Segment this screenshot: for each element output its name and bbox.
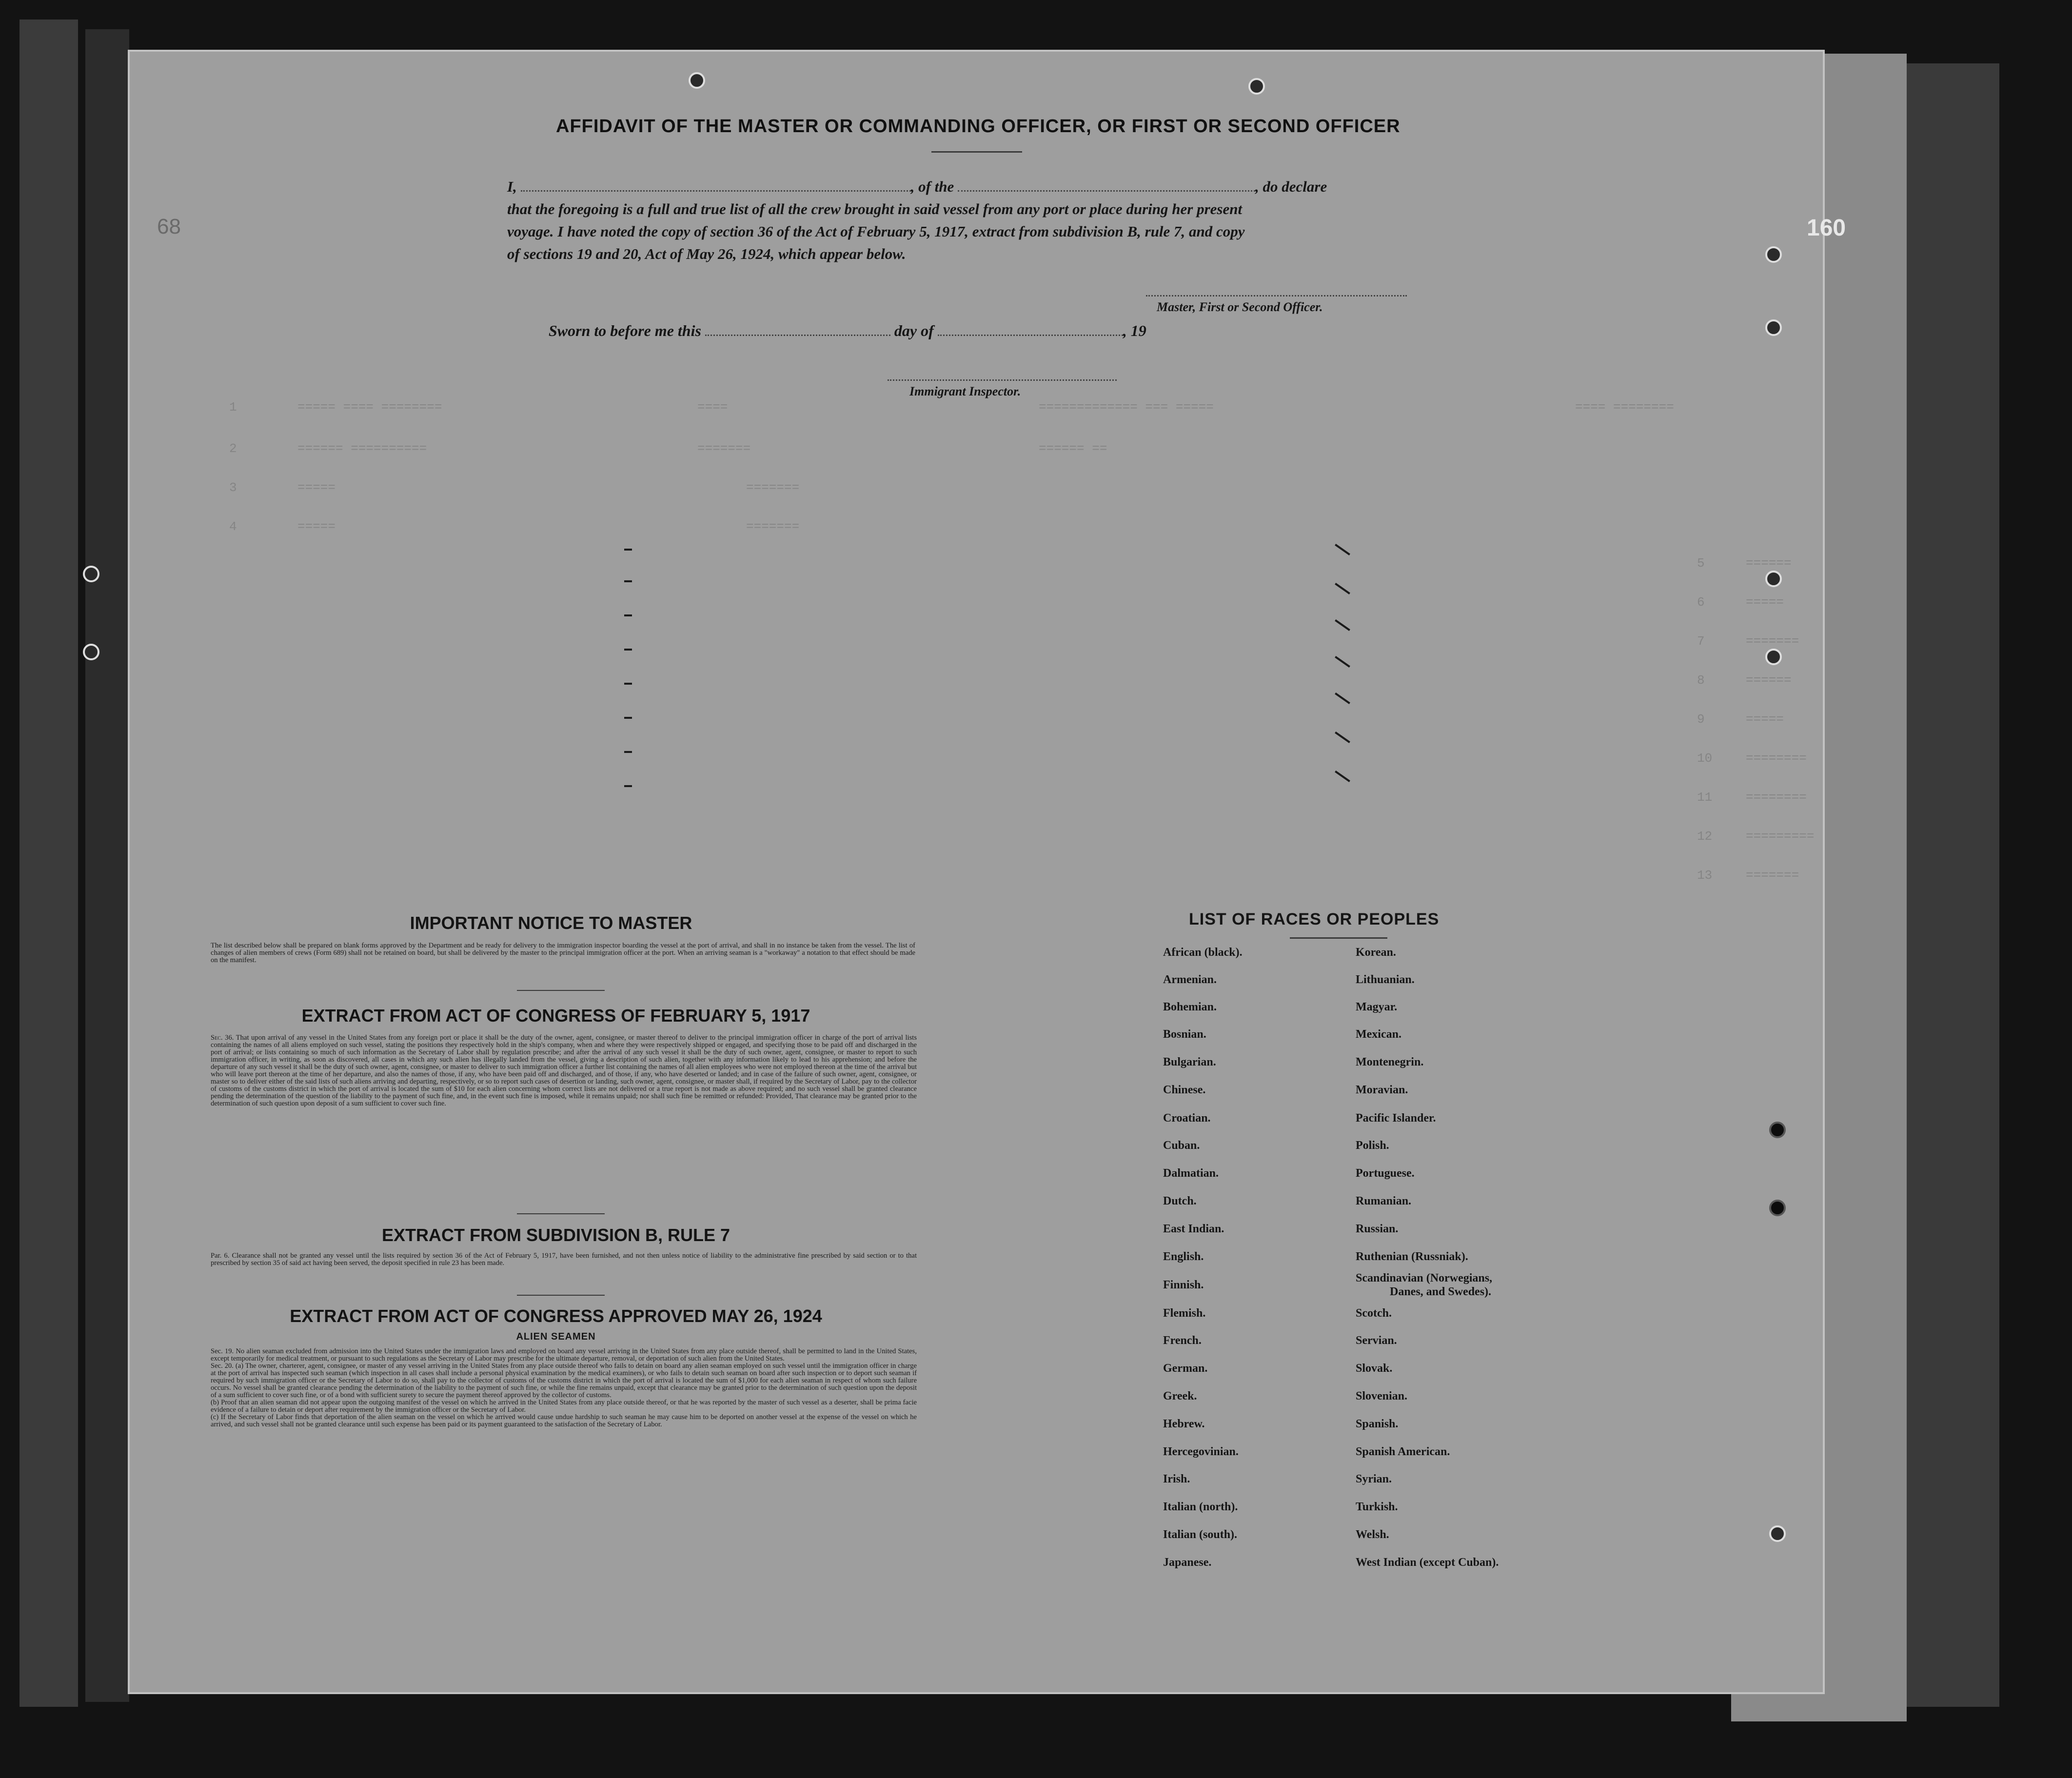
page-number-stamp-faded: 68 [157, 215, 181, 238]
extract-rule7-body: Par. 6. Clearance shall not be granted any vessel until the lists required by section 36 of the Act of February 5, 1917, have been furnished, and not then unless notice of liability to the administrative fine prescribed by said section or to that prescribed by section 35 of said act having been served, the deposit specified in rule 23 has been made. [211, 1252, 917, 1267]
affidavit-line-4: of sections 19 and 20, Act of May 26, 1924, which appear below. [507, 245, 906, 262]
race-item: Greek. [1163, 1390, 1197, 1403]
notice-title: IMPORTANT NOTICE TO MASTER [410, 913, 692, 933]
punch-hole [83, 644, 99, 660]
sworn-month-field[interactable] [938, 335, 1123, 336]
punch-hole [1769, 1122, 1786, 1138]
affidavit-i: I, [507, 178, 517, 195]
race-item: Chinese. [1163, 1084, 1206, 1096]
race-item: African (black). [1163, 946, 1243, 959]
race-item: Bosnian. [1163, 1028, 1206, 1041]
punch-hole [1769, 1525, 1786, 1542]
race-item: Flemish. [1163, 1307, 1206, 1320]
faded-crew-row: 13 ======= [1697, 868, 1799, 883]
background-page-edge [1902, 63, 1999, 1707]
faded-crew-row: 9 ===== [1697, 712, 1784, 727]
race-item: Russian. [1356, 1223, 1399, 1235]
race-item: Irish. [1163, 1473, 1190, 1485]
notice-body: The list described below shall be prepared on blank forms approved by the Department and be ready for delivery to the immigration inspector boarding the vessel at the port of arrival, and shall in no instance be taken from the vessel. The list of changes of alien members of crews (Form 689) shall not be retained on board, but shall be delivered by the master to the principal immigration officer at the port. When an arriving seaman is a "workaway" a notation to that effect should be made on the manifest. [211, 942, 915, 964]
race-item: Mexican. [1356, 1028, 1401, 1041]
divider [517, 1213, 605, 1214]
race-item: East Indian. [1163, 1223, 1224, 1235]
faded-crew-row: 1 ===== ==== ======== ==== ============= === ===== ==== ======== [229, 400, 1674, 415]
faded-crew-row: 5 ====== [1697, 556, 1792, 571]
race-item: Portuguese. [1356, 1167, 1415, 1180]
faded-crew-row: 4 ===== ======= [229, 519, 800, 534]
divider [1290, 937, 1387, 939]
background-page-edge [85, 29, 129, 1702]
race-item: Armenian. [1163, 973, 1217, 986]
race-item: West Indian (except Cuban). [1356, 1556, 1499, 1569]
inspector-signature-line[interactable] [888, 379, 1117, 381]
affidavit-declare: , do declare [1255, 178, 1327, 195]
punch-hole [1765, 246, 1782, 263]
race-item: Italian (south). [1163, 1528, 1238, 1541]
affidavit-line-1 [507, 176, 1443, 198]
race-item: Japanese. [1163, 1556, 1212, 1569]
race-item: Scandinavian (Norwegians, [1356, 1272, 1493, 1284]
race-item: Korean. [1356, 946, 1396, 959]
race-item: Welsh. [1356, 1528, 1389, 1541]
race-item: Magyar. [1356, 1001, 1398, 1013]
affidavit-line-2: that the foregoing is a full and true list of all the crew brought in said vessel from any port or place during her present [507, 200, 1243, 217]
background-page-edge [20, 20, 78, 1707]
race-item: Dutch. [1163, 1195, 1197, 1207]
race-item: Croatian. [1163, 1112, 1211, 1125]
race-item: Moravian. [1356, 1084, 1408, 1096]
race-item: Rumanian. [1356, 1195, 1412, 1207]
affidavit-body [507, 176, 1443, 265]
extract-1924-body [211, 1348, 917, 1428]
faded-crew-row: 11 ======== [1697, 790, 1807, 805]
faded-crew-row: 12 ========= [1697, 829, 1815, 844]
handwritten-dash [624, 549, 632, 551]
extract-rule7-title: EXTRACT FROM SUBDIVISION B, RULE 7 [381, 1225, 730, 1245]
extract-1917-body [211, 1034, 917, 1107]
extract-1917-sec-label: Sec. 36. [211, 1034, 234, 1042]
race-item: Montenegrin. [1356, 1056, 1424, 1068]
faded-crew-row: 7 ======= [1697, 634, 1799, 649]
race-item: Dalmatian. [1163, 1167, 1219, 1180]
year-prefix: , 19 [1123, 322, 1146, 339]
faded-crew-row: 2 ====== ========== ======= ====== == [229, 441, 1107, 456]
race-item: Slovenian. [1356, 1390, 1408, 1403]
punch-hole [689, 72, 705, 89]
race-item: German. [1163, 1362, 1208, 1375]
sworn-label: Sworn to before me this [549, 322, 701, 339]
punch-hole [1765, 319, 1782, 336]
master-signature-label: Master, First or Second Officer. [1157, 300, 1323, 314]
handwritten-dash [624, 785, 632, 787]
handwritten-dash [624, 717, 632, 719]
extract-1917-title: EXTRACT FROM ACT OF CONGRESS OF FEBRUARY 5, 1917 [301, 1006, 810, 1026]
punch-hole [83, 566, 99, 582]
divider [517, 990, 605, 991]
divider [517, 1295, 605, 1296]
race-item: Bohemian. [1163, 1001, 1217, 1013]
race-item: Finnish. [1163, 1279, 1204, 1291]
handwritten-dash [624, 580, 632, 582]
extract-1924-sec20c: (c) If the Secretary of Labor finds that deportation of the alien seaman on the vessel on which he arrived would cause undue hardship to such seaman he may cause him to be deported on another vessel at the expense of the vessel on which he arrived, and such vessel shall not be granted clearance until such expense has been paid or its payment guaranteed to the satisfaction of the Secretary of Labor. [211, 1413, 917, 1428]
race-item: Pacific Islander. [1356, 1112, 1436, 1125]
extract-1924-sec20b: (b) Proof that an alien seaman did not appear upon the outgoing manifest of the vessel on which he arrived in the United States from any place outside thereof, or that he was reported by the master of such vessel as a deserter, shall be prima facie evidence of a failure to detain or deport after requirement by the immigration officer or the Secretary of Labor. [211, 1399, 917, 1414]
race-item: Syrian. [1356, 1473, 1392, 1485]
extract-1917-text: That upon arrival of any vessel in the United States from any foreign port or place it shall be the duty of the owner, agent, consignee, or master thereof to deliver to the principal immigration officer in charge of the port of arrival lists containing the names of all aliens employed on such vessel, stating the positions they respectively hold in the ship's company, when and where they were respectively shipped or engaged, and specifying those to be paid off and discharged in the port of arrival; or lists containing so much of such information as the Secretary of Labor shall by regulation prescribe; and after the arrival of any such vessel it shall be the duty of such owner, agent, consignee, or master to report to such immigration officer, in writing, as soon as discovered, all cases in which any such alien has illegally landed from the vessel, giving a description of such alien, together with any information likely to lead to his apprehension; and before the departure of any such vessel it shall be the duty of such owner, agent, consignee, or master to deliver to such immigration officer a further list containing the names of all alien employees who were not employed thereon at the time of the arrival but who will leave port thereon at the time of her departure, and also the names of those, if any, who have been paid off and discharged, and of those, if any, who have deserted or landed; and in case of the failure of such owner, agent, consignee, or master so to deliver either of the said lists of such aliens arriving and departing, respectively, or so to report such cases of desertion or landing, such owner, agent, consignee, or master shall, if required by the Secretary of Labor, pay to the collector of customs of the customs district in which the port of arrival is located the sum of $10 for each alien concerning whom correct lists are not delivered or a true report is not made as above required; and no such vessel shall be granted clearance pending the determination of the question of the liability to the payment of such fine, and, in the event such fine is imposed, while it remains unpaid; nor shall such fine be remitted or refunded: Provided, That clearance may be granted prior to the determination of such question upon deposit of a sum sufficient to cover such fine. [211, 1034, 917, 1107]
affidavit-line-3: voyage. I have noted the copy of section 36 of the Act of February 5, 1917, extract from subdivision B, rule 7, and copy [507, 223, 1245, 240]
race-item-continued: Danes, and Swedes). [1390, 1285, 1492, 1298]
punch-hole [1765, 649, 1782, 665]
faded-crew-row: 8 ====== [1697, 673, 1792, 688]
master-name-field[interactable] [521, 190, 911, 192]
race-item: English. [1163, 1250, 1204, 1263]
extract-1924-sec19: Sec. 19. No alien seaman excluded from admission into the United States under the immigration laws and employed on board any vessel arriving in the United States from any place outside thereof, shall be permitted to land in the United States, except temporarily for medical treatment, or pursuant to such regulations as the Secretary of Labor may prescribe for the ultimate departure, removal, or deportation of such alien from the United States. [211, 1347, 917, 1363]
sworn-statement [549, 322, 1146, 340]
race-item: Slovak. [1356, 1362, 1393, 1375]
race-item: Polish. [1356, 1139, 1389, 1152]
punch-hole [1248, 78, 1265, 95]
race-item: Spanish American. [1356, 1445, 1450, 1458]
race-item: Cuban. [1163, 1139, 1200, 1152]
handwritten-dash [624, 683, 632, 685]
handwritten-dash [624, 649, 632, 651]
extract-1924-subtitle: ALIEN SEAMEN [516, 1331, 596, 1342]
faded-crew-row: 10 ======== [1697, 751, 1807, 766]
handwritten-dash [624, 614, 632, 616]
race-item: Ruthenian (Russniak). [1356, 1250, 1468, 1263]
races-title: LIST OF RACES OR PEOPLES [1189, 910, 1440, 929]
race-item: Servian. [1356, 1334, 1397, 1347]
faded-crew-row: 6 ===== [1697, 595, 1784, 610]
race-item: Hebrew. [1163, 1418, 1205, 1430]
extract-1924-sec20: Sec. 20. (a) The owner, charterer, agent, consignee, or master of any vessel arriving in the United States from any place outside thereof who fails to detain on board any alien seaman employed on such vessel until the immigration officer in charge at the port of arrival has inspected such seaman (which inspection in all cases shall include a personal physical examination by the medical examiners), or who fails to detain such seaman on board after such inspection or to deport such seaman if required by such immigration officer or the Secretary of Labor to do so, shall pay to the collector of customs of the customs district in which the port of arrival is located the sum of $1,000 for each alien seaman in respect of whom such failure occurs. No vessel shall be granted clearance pending the determination of the liability to the payment of such fine, or while the fine remains unpaid, except that clearance may be granted prior to the determination of such question upon the deposit of a sum sufficient to cover such fine, or of a bond with sufficient surety to secure the payment thereof approved by the collector of customs. [211, 1362, 917, 1399]
divider [931, 151, 1022, 153]
race-item: Scotch. [1356, 1307, 1392, 1320]
page-number-stamp: 160 [1807, 215, 1846, 241]
inspector-signature-label: Immigrant Inspector. [909, 384, 1021, 398]
race-item: Bulgarian. [1163, 1056, 1216, 1068]
punch-hole [1769, 1200, 1786, 1216]
faded-crew-row: 3 ===== ======= [229, 480, 800, 495]
race-item: French. [1163, 1334, 1202, 1347]
punch-hole [1765, 571, 1782, 587]
race-item: Lithuanian. [1356, 973, 1415, 986]
race-item: Turkish. [1356, 1501, 1398, 1513]
affidavit-of-the: , of the [910, 178, 954, 195]
race-item: Spanish. [1356, 1418, 1399, 1430]
handwritten-dash [624, 751, 632, 753]
sworn-day-field[interactable] [705, 335, 890, 336]
extract-1924-title: EXTRACT FROM ACT OF CONGRESS APPROVED MAY 26, 1924 [290, 1306, 822, 1326]
day-of-label: day of [894, 322, 934, 339]
race-item: Hercegovinian. [1163, 1445, 1239, 1458]
vessel-name-field[interactable] [958, 190, 1255, 192]
master-signature-line[interactable] [1146, 295, 1407, 296]
race-item: Italian (north). [1163, 1501, 1238, 1513]
affidavit-title: AFFIDAVIT OF THE MASTER OR COMMANDING OFFICER, OR FIRST OR SECOND OFFICER [556, 116, 1401, 137]
